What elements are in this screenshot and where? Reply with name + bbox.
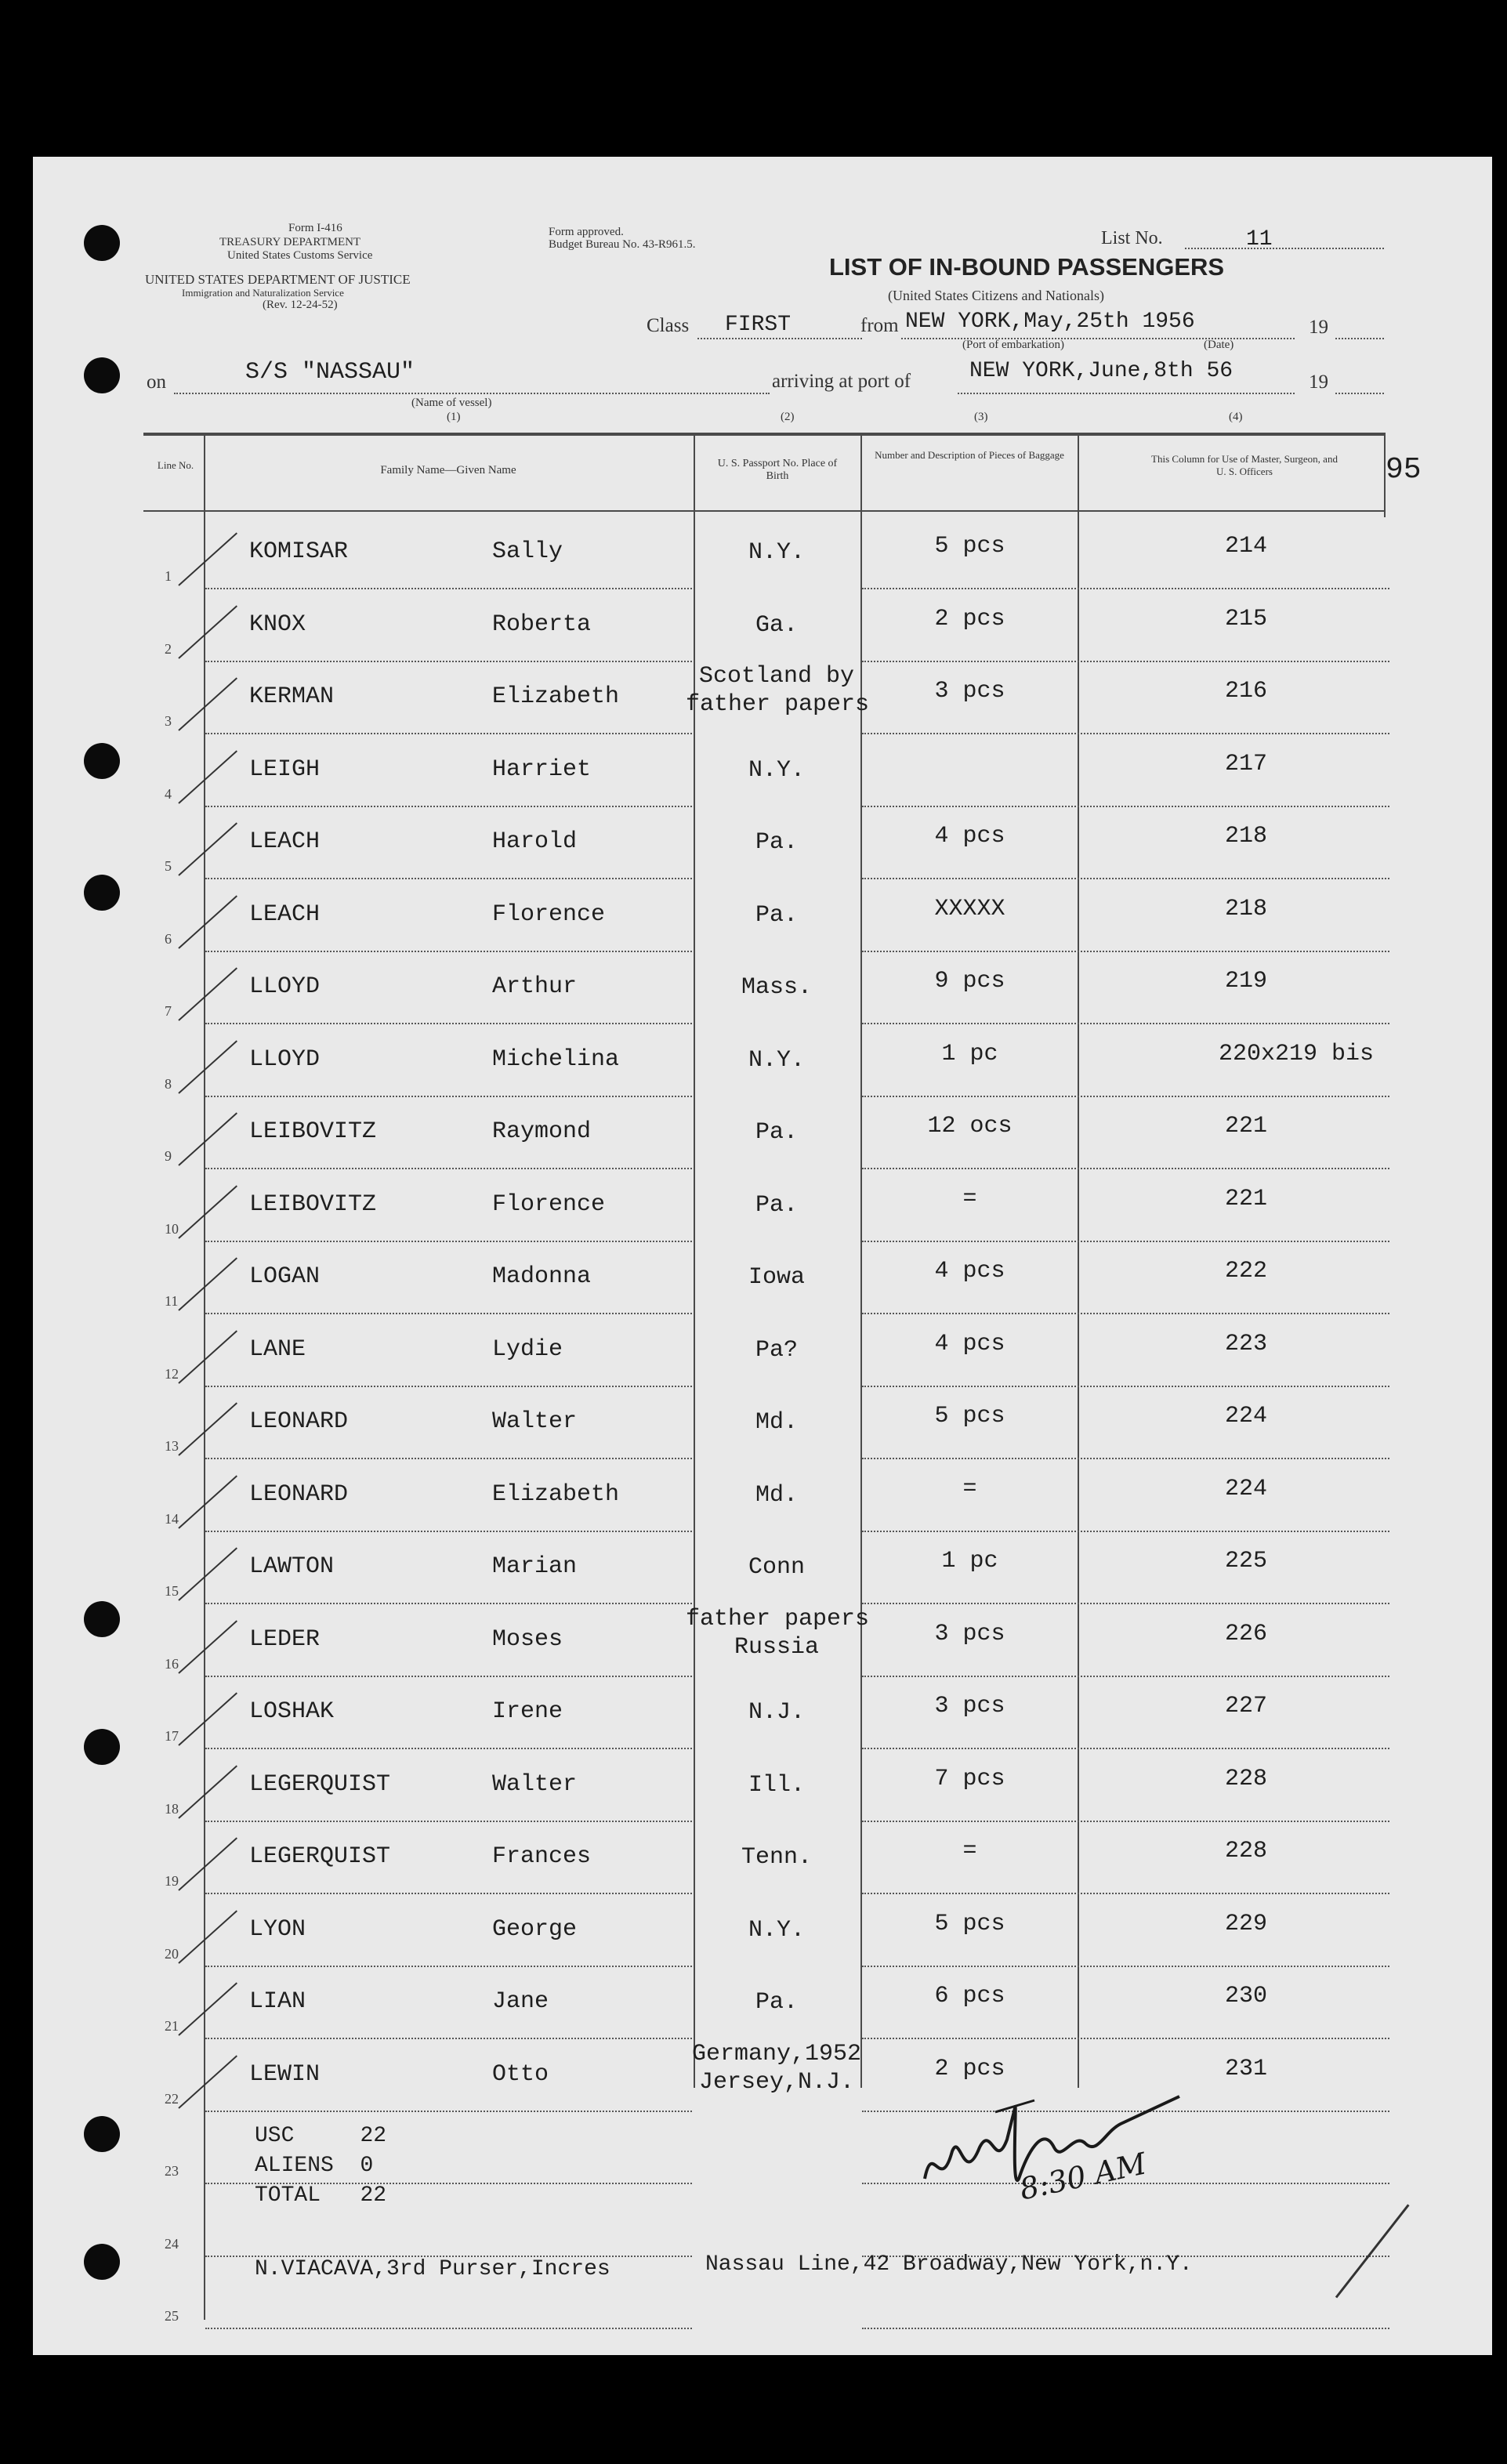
officer-number: 225 — [1224, 1548, 1267, 1574]
officer-number: 218 — [1224, 823, 1267, 850]
officer-number: 226 — [1224, 1620, 1267, 1647]
line-number: 15 — [165, 1583, 179, 1599]
col-marker-3: (3) — [974, 411, 988, 423]
officer-number: 224 — [1224, 1403, 1267, 1429]
place-of-birth: Pa? — [755, 1336, 798, 1364]
line-number: 7 — [165, 1003, 172, 1019]
line-number: 9 — [165, 1148, 172, 1164]
given-name: Raymond — [492, 1118, 592, 1145]
family-name: LEACH — [249, 900, 321, 928]
place-of-birth: Pa. — [755, 1989, 798, 2016]
family-name: LOSHAK — [249, 1698, 335, 1725]
line-number: 12 — [165, 1365, 179, 1382]
punch-hole — [84, 357, 120, 393]
baggage: XXXXX — [934, 895, 1005, 922]
form-number: Form I-416 — [288, 222, 342, 234]
family-name: LEIGH — [249, 756, 321, 783]
family-name: LAWTON — [249, 1553, 335, 1580]
place-of-birth: Ill. — [748, 1771, 805, 1799]
baggage: 3 pcs — [934, 1693, 1005, 1719]
signature-time: 8:30 AM — [1016, 2146, 1150, 2207]
usc-label: USC — [255, 2124, 295, 2148]
usc-count: 22 — [360, 2124, 387, 2148]
line-number: 25 — [165, 2308, 179, 2324]
punch-hole — [84, 2244, 120, 2280]
given-name: Marian — [492, 1553, 578, 1580]
list-no-label: List No. — [1101, 228, 1163, 248]
arriving-value: NEW YORK,June,8th 56 — [969, 359, 1233, 383]
family-name: LEGERQUIST — [249, 1770, 391, 1798]
line-number: 2 — [165, 640, 172, 657]
given-name: Roberta — [492, 611, 592, 638]
given-name: Florence — [492, 1190, 606, 1218]
family-name: LYON — [249, 1915, 306, 1943]
given-name: Irene — [492, 1698, 563, 1725]
arriving-label: arriving at port of — [772, 371, 911, 392]
place-of-birth: Mass. — [741, 974, 812, 1001]
place-of-birth: Pa. — [755, 829, 798, 856]
line-number: 13 — [165, 1438, 179, 1454]
rev-date: (Rev. 12-24-52) — [263, 299, 338, 311]
family-name: LEGERQUIST — [249, 1843, 391, 1870]
punch-hole — [84, 743, 120, 779]
officer-number: 215 — [1224, 605, 1267, 632]
line-number: 17 — [165, 1728, 179, 1744]
officer-number: 223 — [1224, 1330, 1267, 1357]
line-number: 21 — [165, 2018, 179, 2034]
officer-number: 218 — [1224, 895, 1267, 922]
place-of-birth: Germany,1952 Jersey,N.J. — [691, 2040, 862, 2096]
col-header-baggage: Number and Description of Pieces of Baggage — [875, 449, 1064, 461]
place-of-birth: Md. — [755, 1409, 798, 1436]
col-header-officers: This Column for Use of Master, Surgeon, and U. S. Officers — [1151, 453, 1338, 477]
class-value: FIRST — [725, 313, 792, 337]
from-label: from — [860, 315, 899, 336]
line-number: 18 — [165, 1800, 179, 1817]
from-value: NEW YORK,May,25th 1956 — [905, 310, 1195, 334]
family-name: KNOX — [249, 611, 306, 638]
place-of-birth: Tenn. — [741, 1844, 812, 1871]
place-of-birth: Pa. — [755, 1119, 798, 1146]
line-number: 1 — [165, 568, 172, 584]
baggage: 5 pcs — [934, 1910, 1005, 1937]
baggage: 12 ocs — [927, 1113, 1013, 1140]
given-name: Elizabeth — [492, 683, 620, 710]
given-name: Madonna — [492, 1263, 592, 1290]
line-number: 11 — [165, 1293, 179, 1309]
place-of-birth: Iowa — [748, 1264, 805, 1291]
totals-block — [255, 2122, 386, 2211]
given-name: Moses — [492, 1625, 563, 1653]
page-title: LIST OF IN-BOUND PASSENGERS — [829, 253, 1225, 281]
officer-number: 224 — [1224, 1475, 1267, 1502]
line-number: 16 — [165, 1655, 179, 1672]
punch-hole — [84, 1601, 120, 1637]
date-caption: (Date) — [1204, 339, 1234, 351]
line-number: 3 — [165, 713, 172, 729]
family-name: KOMISAR — [249, 538, 349, 565]
baggage: 1 pc — [941, 1548, 998, 1574]
baggage: 3 pcs — [934, 678, 1005, 705]
baggage: 5 pcs — [934, 1403, 1005, 1429]
form-approved: Form approved. — [549, 226, 624, 238]
line-number: 20 — [165, 1945, 179, 1962]
baggage: 1 pc — [941, 1040, 998, 1067]
given-name: Frances — [492, 1843, 592, 1870]
officer-number: 222 — [1224, 1258, 1267, 1285]
officer-number: 219 — [1224, 968, 1267, 995]
address-line: Nassau Line,42 Broadway,New York,n.Y. — [705, 2252, 1193, 2277]
page-subtitle: (United States Citizens and Nationals) — [888, 288, 1104, 303]
line-number: 10 — [165, 1220, 179, 1237]
punch-hole — [84, 225, 120, 261]
place-of-birth: N.Y. — [748, 1046, 805, 1074]
page-number: 95 — [1386, 453, 1422, 487]
baggage: 6 pcs — [934, 1983, 1005, 2009]
family-name: LEDER — [249, 1625, 321, 1653]
place-of-birth: N.Y. — [748, 1916, 805, 1944]
baggage: 4 pcs — [934, 823, 1005, 850]
place-of-birth: Ga. — [755, 611, 798, 639]
line-number: 22 — [165, 2090, 179, 2107]
total-label: TOTAL — [255, 2183, 321, 2208]
officer-number: 228 — [1224, 1765, 1267, 1792]
vessel-name: S/S "NASSAU" — [245, 359, 415, 386]
given-name: Lydie — [492, 1335, 563, 1363]
line-number: 24 — [165, 2235, 179, 2252]
line-number: 23 — [165, 2163, 179, 2179]
place-of-birth: N.Y. — [748, 756, 805, 784]
line-number: 4 — [165, 785, 172, 802]
given-name: Harold — [492, 828, 578, 855]
col-marker-4: (4) — [1229, 411, 1243, 423]
baggage: 2 pcs — [934, 605, 1005, 632]
place-of-birth: Pa. — [755, 901, 798, 929]
given-name: Walter — [492, 1770, 578, 1798]
family-name: LEONARD — [249, 1480, 349, 1508]
officer-number: 216 — [1224, 678, 1267, 705]
baggage: = — [962, 1475, 977, 1502]
given-name: Elizabeth — [492, 1480, 620, 1508]
baggage: 4 pcs — [934, 1330, 1005, 1357]
col-marker-2: (2) — [781, 411, 795, 423]
list-number: 11 — [1246, 227, 1273, 252]
place-of-birth: Md. — [755, 1481, 798, 1509]
baggage: 2 pcs — [934, 2055, 1005, 2082]
family-name: LEWIN — [249, 2060, 321, 2088]
punch-hole — [84, 1729, 120, 1765]
family-name: LANE — [249, 1335, 306, 1363]
signature — [917, 2077, 1207, 2234]
place-of-birth: Conn — [748, 1554, 805, 1581]
on-label: on — [147, 371, 166, 393]
baggage: 7 pcs — [934, 1765, 1005, 1792]
col-marker-1: (1) — [447, 411, 461, 423]
punch-hole — [84, 2116, 120, 2152]
place-of-birth: Scotland by father papers — [686, 663, 870, 718]
manifest-page — [33, 157, 1492, 2355]
col-header-passport: U. S. Passport No. Place of Birth — [717, 458, 838, 482]
aliens-label: ALIENS — [255, 2154, 334, 2178]
place-of-birth: Pa. — [755, 1191, 798, 1219]
officer-number: 221 — [1224, 1185, 1267, 1212]
given-name: Michelina — [492, 1045, 620, 1073]
family-name: LEONARD — [249, 1408, 349, 1435]
col-header-line-no: Line No. — [157, 459, 194, 471]
line-number: 5 — [165, 858, 172, 874]
given-name: Florence — [492, 900, 606, 928]
given-name: George — [492, 1915, 578, 1943]
officer-number: 220x219 bis — [1219, 1040, 1375, 1067]
family-name: LEACH — [249, 828, 321, 855]
officer-number: 214 — [1224, 533, 1267, 560]
line-number: 14 — [165, 1510, 179, 1527]
dept-line-2: United States Customs Service — [227, 249, 373, 262]
line-number: 19 — [165, 1873, 179, 1889]
family-name: KERMAN — [249, 683, 335, 710]
line-number: 8 — [165, 1075, 172, 1092]
baggage: = — [962, 1838, 977, 1864]
dept-line-1: TREASURY DEPARTMENT — [219, 236, 361, 248]
family-name: LLOYD — [249, 1045, 321, 1073]
col-header-name: Family Name—Given Name — [380, 464, 516, 476]
place-of-birth: N.J. — [748, 1699, 805, 1726]
year-suffix-1: 19 — [1309, 317, 1328, 338]
punch-hole — [84, 875, 120, 911]
baggage: 4 pcs — [934, 1258, 1005, 1285]
dept-line-4: Immigration and Naturalization Service — [182, 287, 344, 299]
dept-line-3: UNITED STATES DEPARTMENT OF JUSTICE — [145, 272, 411, 287]
total-count: 22 — [360, 2183, 387, 2208]
family-name: LEIBOVITZ — [249, 1118, 377, 1145]
port-embark-caption: (Port of embarkation) — [962, 339, 1064, 351]
baggage: 3 pcs — [934, 1620, 1005, 1647]
family-name: LIAN — [249, 1988, 306, 2015]
given-name: Jane — [492, 1988, 549, 2015]
place-of-birth: father papers Russia — [686, 1605, 870, 1661]
given-name: Sally — [492, 538, 563, 565]
aliens-count: 0 — [360, 2154, 374, 2178]
officer-number: 228 — [1224, 1838, 1267, 1864]
baggage: 5 pcs — [934, 533, 1005, 560]
place-of-birth: N.Y. — [748, 539, 805, 566]
given-name: Otto — [492, 2060, 549, 2088]
class-label: Class — [647, 315, 690, 336]
family-name: LLOYD — [249, 973, 321, 1000]
baggage: = — [962, 1185, 977, 1212]
family-name: LOGAN — [249, 1263, 321, 1290]
line-number: 6 — [165, 930, 172, 947]
budget-bureau: Budget Bureau No. 43-R961.5. — [549, 238, 696, 251]
officer-number: 230 — [1224, 1983, 1267, 2009]
given-name: Arthur — [492, 973, 578, 1000]
purser-line: N.VIACAVA,3rd Purser,Incres — [255, 2257, 610, 2281]
vessel-caption: (Name of vessel) — [411, 397, 492, 409]
family-name: LEIBOVITZ — [249, 1190, 377, 1218]
officer-number: 221 — [1224, 1113, 1267, 1140]
officer-number: 231 — [1224, 2055, 1267, 2082]
baggage: 9 pcs — [934, 968, 1005, 995]
officer-number: 227 — [1224, 1693, 1267, 1719]
officer-number: 217 — [1224, 750, 1267, 777]
given-name: Harriet — [492, 756, 592, 783]
officer-number: 229 — [1224, 1910, 1267, 1937]
given-name: Walter — [492, 1408, 578, 1435]
year-suffix-2: 19 — [1309, 371, 1328, 393]
